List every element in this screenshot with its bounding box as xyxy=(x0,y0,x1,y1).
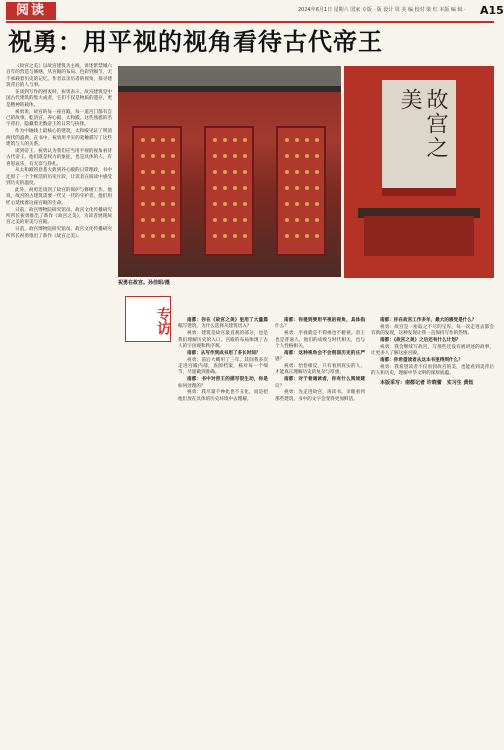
door-stud xyxy=(151,202,155,206)
door-stud xyxy=(233,218,237,222)
headline: 祝勇：用平视的视角看待古代帝王 xyxy=(8,27,383,56)
door-stud xyxy=(305,154,309,158)
door-stud xyxy=(295,170,299,174)
door-stud xyxy=(151,170,155,174)
paragraph: 日前，故宫博物院研究馆员、故宫文化传播研究所所长祝勇推出了新作《故宫之美》，为读者展现故宫之美的审美与宫殿。 xyxy=(6,207,112,226)
door-stud xyxy=(233,202,237,206)
door-stud xyxy=(305,170,309,174)
interview-tag xyxy=(125,296,171,342)
door-stud xyxy=(305,186,309,190)
door-stud xyxy=(223,218,227,222)
door-stud xyxy=(213,234,217,238)
article-column-1 xyxy=(6,64,112,750)
door-stud xyxy=(141,234,145,238)
paragraph: 南都：《故宫之美》之后还有什么计划？ xyxy=(380,338,461,343)
door-stud xyxy=(213,218,217,222)
door-stud xyxy=(213,186,217,190)
door-stud xyxy=(305,202,309,206)
paragraph: 祝勇：平视就是不仰视也不俯视。帝王也是普通人，他们的成败与时代相关，也与个人性格相关。 xyxy=(275,331,365,350)
door-stud xyxy=(285,218,289,222)
door-stud xyxy=(233,138,237,142)
door-stud xyxy=(223,234,227,238)
door-stud xyxy=(305,234,309,238)
door-stud xyxy=(285,138,289,142)
door-stud xyxy=(243,138,247,142)
door-stud xyxy=(315,170,319,174)
photo-door xyxy=(276,126,326,256)
door-stud xyxy=(285,234,289,238)
door-stud xyxy=(295,218,299,222)
door-stud xyxy=(315,138,319,142)
door-stud xyxy=(141,170,145,174)
door-stud xyxy=(315,202,319,206)
door-stud xyxy=(171,138,175,142)
door-stud xyxy=(223,138,227,142)
door-stud xyxy=(161,170,165,174)
paragraph: 祝勇：恰恰相反，只有看到真实的人，才能真正理解历史的复杂与厚重。 xyxy=(275,364,365,376)
paragraph: 南都：你在故宫工作多年，最大的感受是什么？ xyxy=(380,318,477,323)
paragraph: 南都：你希望读者从这本书里得到什么？ xyxy=(380,358,463,363)
door-stud xyxy=(233,234,237,238)
door-stud xyxy=(233,154,237,158)
door-stud xyxy=(213,154,217,158)
paragraph: 南都：书中对帝王的描写很生动，你是如何处理的？ xyxy=(178,377,268,389)
photo-wall xyxy=(118,66,341,86)
door-stud xyxy=(161,202,165,206)
door-stud xyxy=(315,186,319,190)
issue-line: 2024年6月1日 星期六 国家 专版 · 版 设计 周 美 编 校对 梁 红 本版 编 辑 · xyxy=(298,7,466,13)
door-stud xyxy=(213,138,217,142)
paragraph: 祝勇：我希望读者不仅看到故宫的美，也能看到美背后的人和历史，理解中华文明的深厚底蕴。 xyxy=(371,364,494,377)
paragraph: 祝勇：我会继续写故宫，写那些还没有被讲述的故事，让更多人了解这座宫殿。 xyxy=(371,344,494,357)
book-cover xyxy=(344,66,494,278)
paragraph: 祝勇：先走进故宫，再读书。亲眼看到那些建筑，书中的文字会变得更加鲜活。 xyxy=(275,390,365,402)
door-stud xyxy=(285,186,289,190)
paragraph: 在谈到写作的初衷时，祝勇表示，故宫建筑是中国古代建筑的集大成者，它们不仅是物质的遗存，更是精神的载体。 xyxy=(6,90,112,108)
article-column-3 xyxy=(275,318,365,750)
paragraph: 谈到帝王，祝勇认为我们应当用平视的视角看待古代帝王。他们既是权力的象征，也是具体的人，有喜怒哀乐，有无奈与挣扎。 xyxy=(6,148,112,167)
photo-palace-corridor xyxy=(118,66,341,277)
door-stud xyxy=(151,218,155,222)
paragraph: 日前，故宫博物院研究馆员、故宫文化传播研究所所长祝勇推出了新作《故宫之美》。 xyxy=(6,227,112,239)
door-stud xyxy=(141,202,145,206)
door-stud xyxy=(233,170,237,174)
book-cover-band xyxy=(382,188,456,196)
door-stud xyxy=(243,186,247,190)
door-stud xyxy=(213,202,217,206)
door-stud xyxy=(243,234,247,238)
header-rule xyxy=(6,21,494,23)
door-stud xyxy=(295,154,299,158)
door-stud xyxy=(315,234,319,238)
door-stud xyxy=(151,234,155,238)
door-stud xyxy=(151,138,155,142)
door-stud xyxy=(161,154,165,158)
door-stud xyxy=(161,138,165,142)
article-column-2 xyxy=(178,318,268,750)
door-stud xyxy=(213,170,217,174)
door-stud xyxy=(295,186,299,190)
paragraph: 祝勇：前后大概用了三年。其间我多次走进宫殿内部，查阅档案，核对每一个细节，尽量做到准确。 xyxy=(178,357,268,376)
door-stud xyxy=(223,202,227,206)
door-stud xyxy=(171,218,175,222)
door-stud xyxy=(141,186,145,190)
paragraph: 祝勇说，故宫的每一座宫殿、每一道宫门都有自己的故事。乾清宫、养心殿、太和殿，这些熟悉的名字背后，隐藏着无数帝王的日常与抉择。 xyxy=(6,109,112,128)
page-number: A15 xyxy=(480,4,504,17)
door-stud xyxy=(295,202,299,206)
paragraph: 南都：对于普通读者，你有什么阅读建议？ xyxy=(275,377,365,389)
section-label: 阅读 xyxy=(6,2,56,20)
door-stud xyxy=(243,170,247,174)
door-stud xyxy=(295,138,299,142)
door-stud xyxy=(151,186,155,190)
door-stud xyxy=(223,154,227,158)
door-stud xyxy=(171,154,175,158)
book-cover-title: 故宫之美 xyxy=(397,88,448,160)
door-stud xyxy=(305,218,309,222)
interview-tag-label: 专访 xyxy=(155,306,171,335)
door-stud xyxy=(171,234,175,238)
door-stud xyxy=(243,154,247,158)
door-stud xyxy=(243,218,247,222)
door-stud xyxy=(315,154,319,158)
photo-caption: 祝勇在故宫。孙佳昭/摄 xyxy=(118,280,170,286)
door-stud xyxy=(305,138,309,142)
door-stud xyxy=(161,186,165,190)
article-column-4 xyxy=(371,318,494,750)
door-stud xyxy=(151,154,155,158)
door-stud xyxy=(141,138,145,142)
paragraph: 《故宫之美》以故宫建筑为主线，讲述紫禁城六百年的营造与修缮，从宫殿的布局、色彩到细节，无不承载着历史的记忆。作者以亲历者的视角，探寻建筑背后的人与事。 xyxy=(6,64,112,89)
door-stud xyxy=(295,234,299,238)
door-stud xyxy=(285,202,289,206)
paragraph: 祝勇：故宫是一座取之不尽的宝库。每一次走进去都会有新的发现，这种发现让我一直保持写作的热情。 xyxy=(371,324,494,337)
door-stud xyxy=(141,218,145,222)
door-stud xyxy=(161,218,165,222)
door-stud xyxy=(171,170,175,174)
paragraph: 南都：这种视角会不会削弱历史的庄严感？ xyxy=(275,350,365,363)
door-stud xyxy=(161,234,165,238)
door-stud xyxy=(171,202,175,206)
door-stud xyxy=(315,218,319,222)
credit-line: 本版采写：南都记者 许晓蕾 实习生 黄钰 xyxy=(380,379,474,386)
paragraph: 此外，祝勇还谈到了故宫的保护与修缮工作。他说，故宫的古建筑需要一代又一代的守护者，他们用匠心延续着这座宫殿的生命。 xyxy=(6,188,112,206)
door-stud xyxy=(141,154,145,158)
door-stud xyxy=(233,186,237,190)
paragraph: 作为中轴线上最核心的建筑，太和殿见证了明清两代的盛典。在书中，祝勇用平实的笔触描写了这些建筑与人的关系。 xyxy=(6,129,112,148)
paragraph: 祝勇：我尽量不神化也不丑化，而是把他们放在具体的历史环境中去理解。 xyxy=(178,390,268,402)
photo-door xyxy=(132,126,182,256)
door-stud xyxy=(243,202,247,206)
door-stud xyxy=(285,154,289,158)
paragraph: 南都：你提到要用平视的视角，具体指什么？ xyxy=(275,318,365,330)
paragraph: 祝勇：建筑是故宫最直观的部分，也是我们理解历史的入口。宫殿的布局体现了古人的宇宙观和秩序观。 xyxy=(178,331,268,350)
paragraph: 南都：从写作到成书用了多长时间？ xyxy=(187,350,261,356)
door-stud xyxy=(223,186,227,190)
paragraph: 南都：你在《故宫之美》里用了大量篇幅写建筑，为什么选择从建筑切入？ xyxy=(178,318,268,330)
door-stud xyxy=(171,186,175,190)
book-cover-palace xyxy=(364,216,474,256)
door-stud xyxy=(285,170,289,174)
photo-eave xyxy=(118,86,341,92)
photo-door xyxy=(204,126,254,256)
masthead xyxy=(0,0,504,22)
door-stud xyxy=(223,170,227,174)
paragraph: 从太和殿的登基大典到养心殿的日常理政，书中还原了一个个鲜活的历史片段，让读者在阅读中感受到历史的温度。 xyxy=(6,168,112,187)
